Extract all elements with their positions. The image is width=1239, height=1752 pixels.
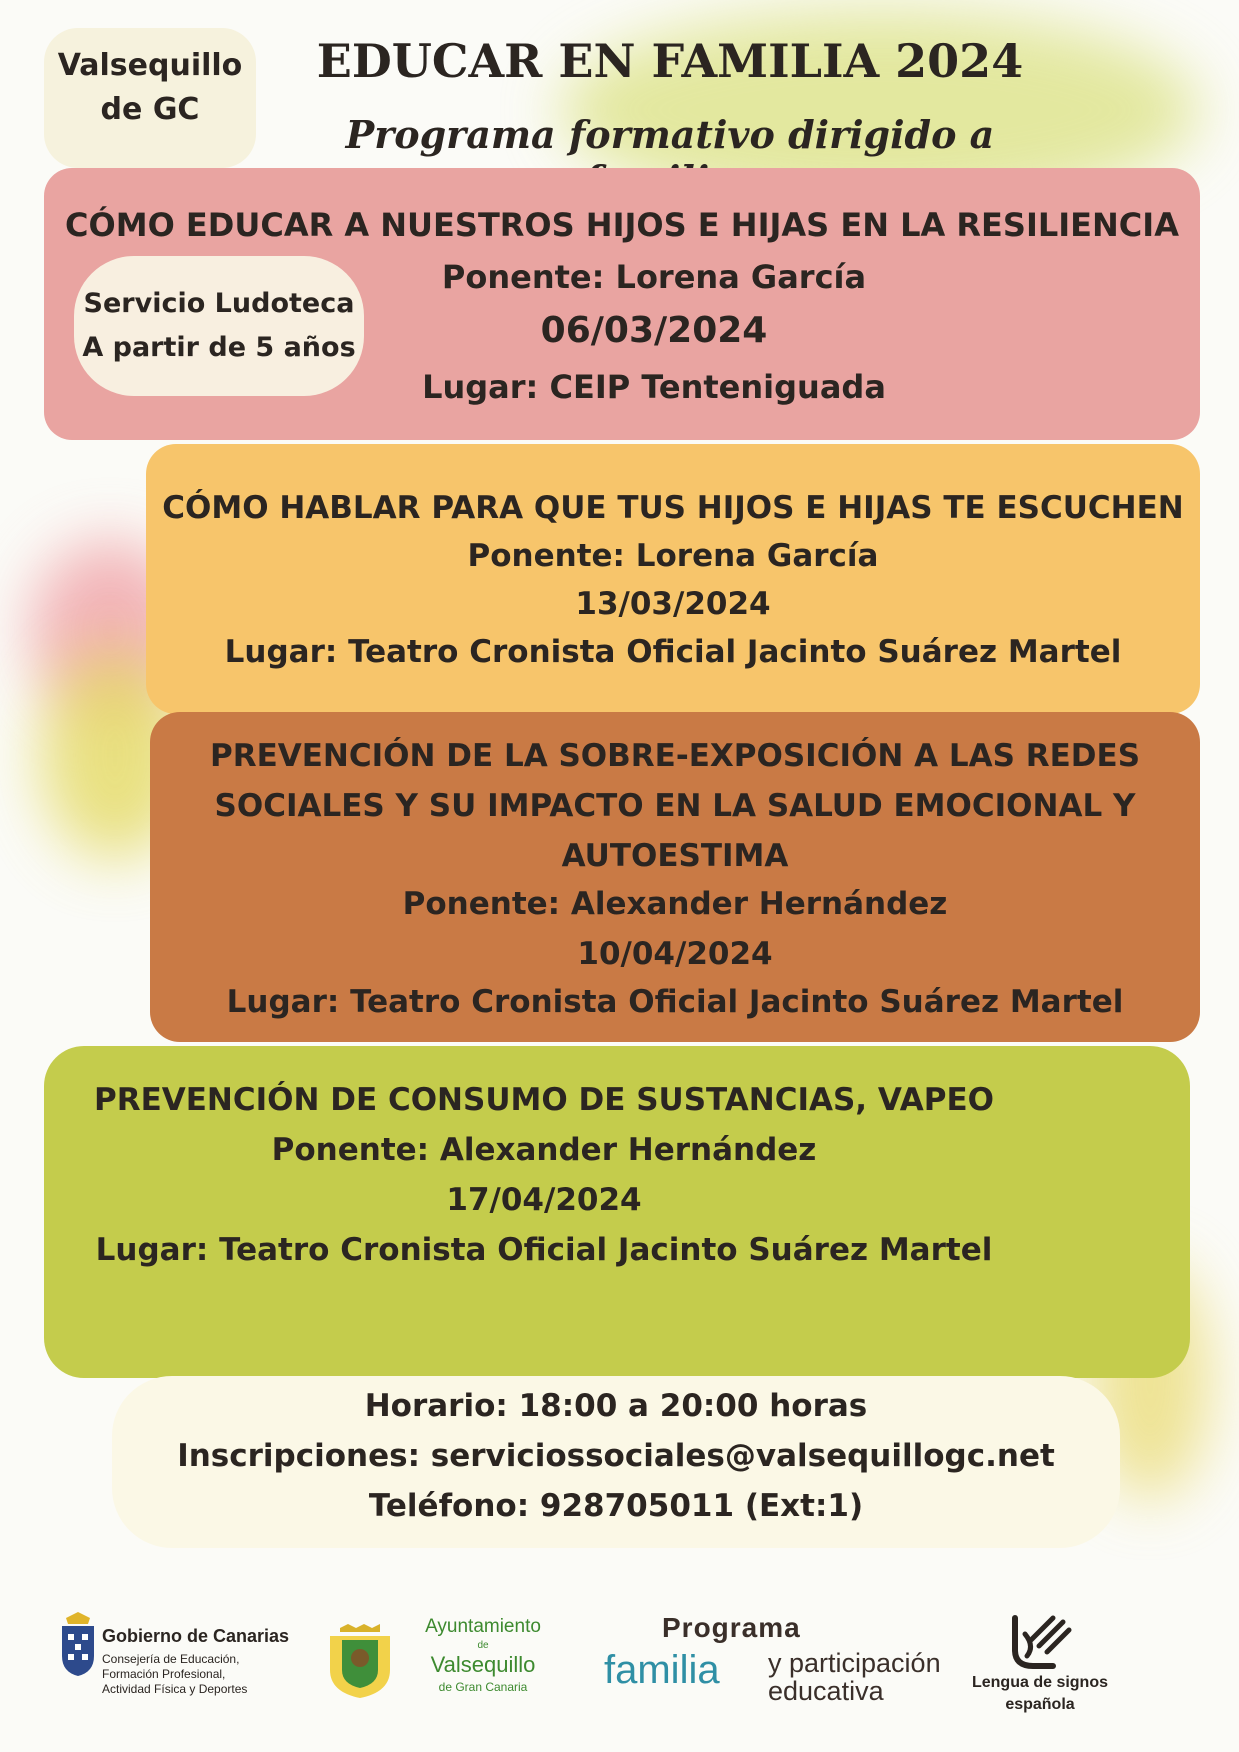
municipal-shield-icon: [320, 1624, 400, 1700]
gobierno-canarias-logo: Gobierno de Canarias Consejería de Educación, Formación Profesional, Actividad Física y Deportes: [58, 1612, 308, 1712]
session-speaker: Ponente: Alexander Hernández: [271, 1132, 817, 1168]
session-title-line-3: AUTOESTIMA: [561, 838, 789, 874]
ayuntamiento-logo: Ayuntamiento de Valsequillo de Gran Canaria: [320, 1616, 560, 1712]
sign-language-hand-icon: [1005, 1610, 1075, 1670]
session-title-line-1: PREVENCIÓN DE LA SOBRE-EXPOSICIÓN A LAS REDES: [209, 738, 1141, 774]
lengua-de-signos-logo: Lengua de signos española: [960, 1610, 1120, 1720]
session-place: Lugar: CEIP Tenteniguada: [422, 368, 886, 406]
programa-familia-logo: Programa familia y participación educativa: [604, 1612, 941, 1706]
session-title: CÓMO HABLAR PARA QUE TUS HIJOS E HIJAS TE ESCUCHEN: [162, 490, 1184, 526]
location-label: Valsequillo de GC: [57, 48, 243, 127]
session-place: Lugar: Teatro Cronista Oficial Jacinto Suárez Martel: [226, 984, 1124, 1020]
page-subtitle: Programa formativo dirigido a: [345, 112, 995, 157]
session-speaker: Ponente: Lorena García: [441, 258, 867, 296]
session-title: CÓMO EDUCAR A NUESTROS HIJOS E HIJAS EN LA RESILIENCIA: [65, 206, 1179, 244]
session-speaker: Ponente: Lorena García: [467, 538, 879, 574]
session-place: Lugar: Teatro Cronista Oficial Jacinto Suárez Martel: [224, 634, 1122, 670]
info-box: [112, 1376, 1120, 1548]
coat-of-arms-icon: [58, 1612, 98, 1678]
session-place: Lugar: Teatro Cronista Oficial Jacinto Suárez Martel: [95, 1232, 993, 1268]
phone-text: Teléfono: 928705011 (Ext:1): [368, 1488, 864, 1524]
registration-text: Inscripciones: serviciossociales@valsequillogc.net: [177, 1438, 1055, 1474]
ludoteca-badge: Servicio Ludoteca A partir de 5 años: [74, 256, 364, 396]
session-date: 17/04/2024: [446, 1182, 642, 1218]
session-date: 10/04/2024: [577, 936, 773, 972]
page-title: EDUCAR EN FAMILIA 2024: [316, 34, 1024, 88]
session-title: PREVENCIÓN DE CONSUMO DE SUSTANCIAS, VAPEO: [94, 1082, 994, 1118]
session-card-3: [150, 712, 1200, 1042]
session-title-line-2: SOCIALES Y SU IMPACTO EN LA SALUD EMOCIONAL Y: [214, 788, 1136, 824]
session-speaker: Ponente: Alexander Hernández: [402, 886, 948, 922]
session-date: 13/03/2024: [575, 586, 771, 622]
session-date: 06/03/2024: [540, 310, 768, 351]
session-card-4: [44, 1046, 1190, 1378]
session-card-2: [146, 444, 1200, 714]
schedule-text: Horario: 18:00 a 20:00 horas: [364, 1388, 868, 1424]
